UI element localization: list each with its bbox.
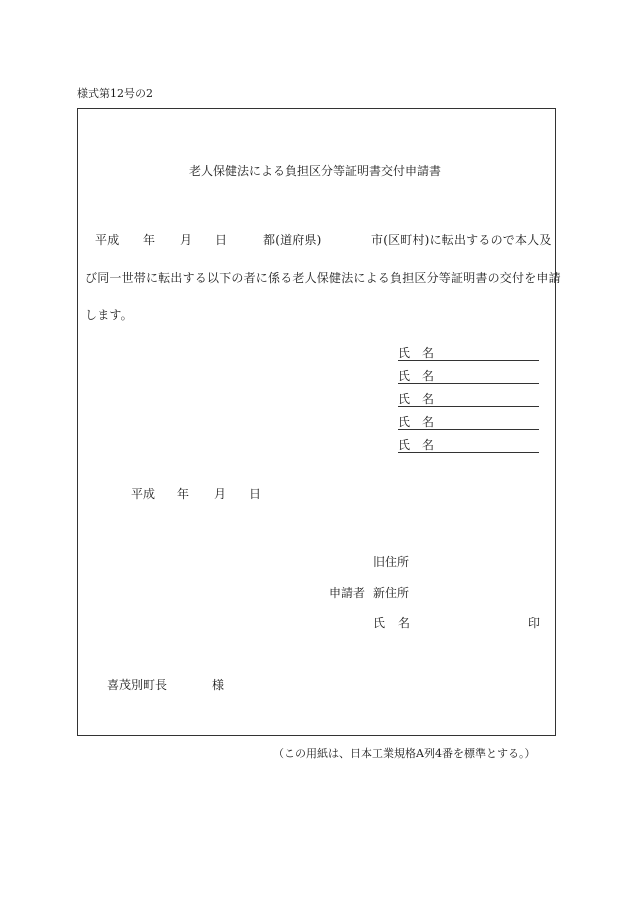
name-label-a: 氏	[398, 369, 411, 383]
transfer-year: 年	[143, 233, 156, 247]
name-label-b: 名	[422, 438, 435, 452]
application-day: 日	[249, 487, 262, 501]
name-label-b: 名	[422, 415, 435, 429]
addressee-honorific: 様	[212, 678, 225, 692]
application-year: 年	[177, 487, 190, 501]
new-address-label: 新住所	[373, 586, 410, 600]
old-address-label: 旧住所	[373, 555, 410, 569]
member-name-row[interactable]	[398, 369, 539, 384]
name-label-b: 名	[422, 392, 435, 406]
name-label-a: 氏	[398, 415, 411, 429]
application-month: 月	[214, 487, 227, 501]
applicant-name-label-a: 氏	[373, 616, 386, 630]
transfer-day: 日	[215, 233, 228, 247]
transfer-month: 月	[180, 233, 193, 247]
name-label-a: 氏	[398, 392, 411, 406]
addressee-name: 喜茂別町長	[107, 678, 168, 692]
member-name-row[interactable]	[398, 346, 539, 361]
member-name-row[interactable]	[398, 415, 539, 430]
application-era: 平成	[131, 487, 156, 501]
body-line-2: び同一世帯に転出する以下の者に係る老人保健法による負担区分等証明書の交付を申請	[85, 271, 561, 285]
name-label-a: 氏	[398, 438, 411, 452]
transfer-city-phrase: 市(区町村)に転出するので本人及	[371, 233, 552, 247]
applicant-label: 申請者	[329, 586, 366, 600]
name-label-b: 名	[422, 369, 435, 383]
body-line-3: します。	[85, 308, 133, 322]
member-name-row[interactable]	[398, 438, 539, 453]
member-name-row[interactable]	[398, 392, 539, 407]
paper-size-footnote: （この用紙は、日本工業規格A列4番を標準とする。）	[273, 747, 536, 760]
applicant-name-label-b: 名	[398, 616, 411, 630]
name-label-a: 氏	[398, 346, 411, 360]
document-title: 老人保健法による負担区分等証明書交付申請書	[188, 164, 441, 178]
transfer-prefecture: 都(道府県)	[263, 233, 322, 247]
name-label-b: 名	[422, 346, 435, 360]
form-number: 様式第12号の2	[77, 87, 153, 100]
seal-mark: 印	[528, 616, 541, 630]
transfer-era: 平成	[95, 233, 120, 247]
